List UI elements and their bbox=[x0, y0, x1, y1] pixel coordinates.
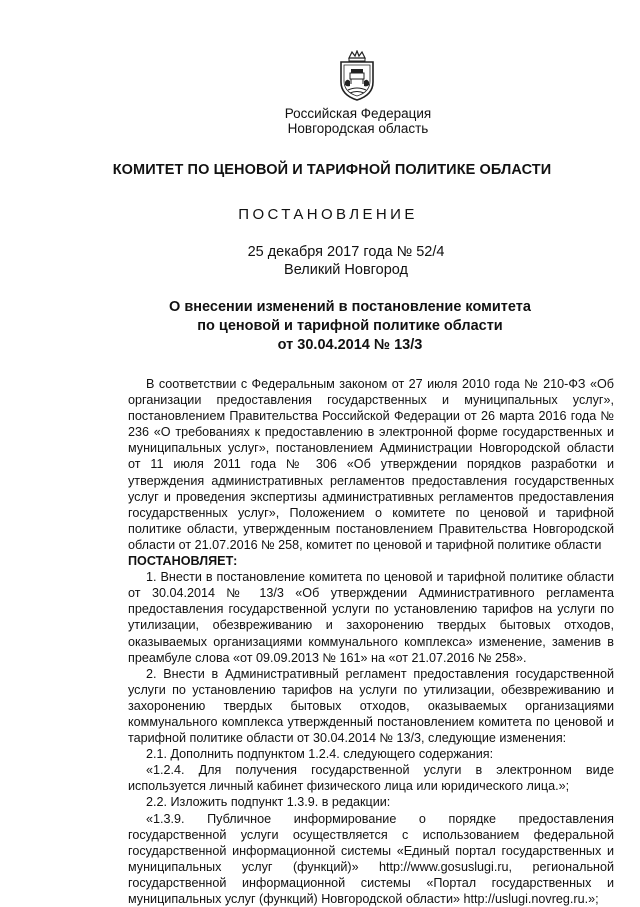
decree-word: ПОСТАНОВЛЯЕТ: bbox=[128, 554, 238, 569]
item-2-paragraph: 2. Внести в Административный регламент предоставления государственной услуги по установлению тарифов на услуги по утилизации, обезвреживанию и захоронению твердых бытовых отходов, оказываемых организациями коммунального комплекса утвержденный постановлением комитета по ценовой и тарифной политике области от 30.04.2014 № 13/3, следующие изменения: bbox=[128, 666, 614, 746]
region-oblast: Новгородская область bbox=[287, 121, 429, 136]
item-1-paragraph: 1. Внести в постановление комитета по ценовой и тарифной политике области от 30.04.2014 № 13/3 «Об утверждении Административного регламента предоставления государственной услуги по установлению тарифов на услуги по утилизации, обезвреживанию и захоронению твердых бытовых отходов, оказываемых организациями коммунального комплекса» изменение, заменив в преамбуле слова «от 09.09.2013 № 161» на «от 21.07.2016 № 258». bbox=[128, 570, 614, 665]
document-city: Великий Новгород bbox=[284, 262, 408, 278]
item-2-2-paragraph: 2.2. Изложить подпункт 1.3.9. в редакции: bbox=[146, 795, 391, 810]
title-line: по ценовой и тарифной политике области bbox=[197, 318, 503, 334]
coat-of-arms-icon bbox=[336, 50, 378, 102]
committee-name: КОМИТЕТ ПО ЦЕНОВОЙ И ТАРИФНОЙ ПОЛИТИКЕ ОБЛАСТИ bbox=[112, 162, 552, 178]
item-2-1-paragraph: 2.1. Дополнить подпунктом 1.2.4. следующего содержания: bbox=[146, 747, 494, 762]
item-2-2-text: «1.3.9. Публичное информирование о порядке предоставления государственной услуги осуществляется с использованием федеральной государственной информационной системы «Единый портал государственных и муниципальных услуг (функций)» http://www.gosuslugi.ru, региональной государственной информационной системы «Портал государственных и муниципальных услуг (функций) Новгородской области» http://uslugi.novreg.ru.»; bbox=[128, 811, 614, 906]
document-title bbox=[30, 298, 640, 355]
preamble-paragraph: В соответствии с Федеральным законом от 27 июля 2010 года № 210-ФЗ «Об организации предоставления государственных и муниципальных услуг», постановлением Правительства Российской Федерации от 26 марта 2016 года № 236 «О требованиях к предоставлению в электронной форме государственных и муниципальных услуг», постановлением Администрации Новгородской области от 11 июля 2011 года № 306 «Об утверждении порядков разработки и утверждения административных регламентов предоставления государственных услуг и проведения экспертизы административных регламентов предоставления государственных услуг», Положением о комитете по ценовой и тарифной политике области, утвержденным постановлением Правительства Новгородской области от 21.07.2016 № 258, комитет по ценовой и тарифной политике области bbox=[128, 377, 614, 552]
title-line: О внесении изменений в постановление комитета bbox=[169, 299, 531, 315]
item-2-1-text: «1.2.4. Для получения государственной услуги в электронном виде используется личный кабинет физического лица или юридического лица.»; bbox=[128, 763, 614, 794]
region-country: Российская Федерация bbox=[284, 106, 432, 121]
document-date-number: 25 декабря 2017 года № 52/4 bbox=[247, 244, 445, 260]
document-body bbox=[128, 376, 614, 907]
document-type: ПОСТАНОВЛЕНИЕ bbox=[238, 206, 418, 223]
title-line: от 30.04.2014 № 13/3 bbox=[277, 337, 423, 353]
